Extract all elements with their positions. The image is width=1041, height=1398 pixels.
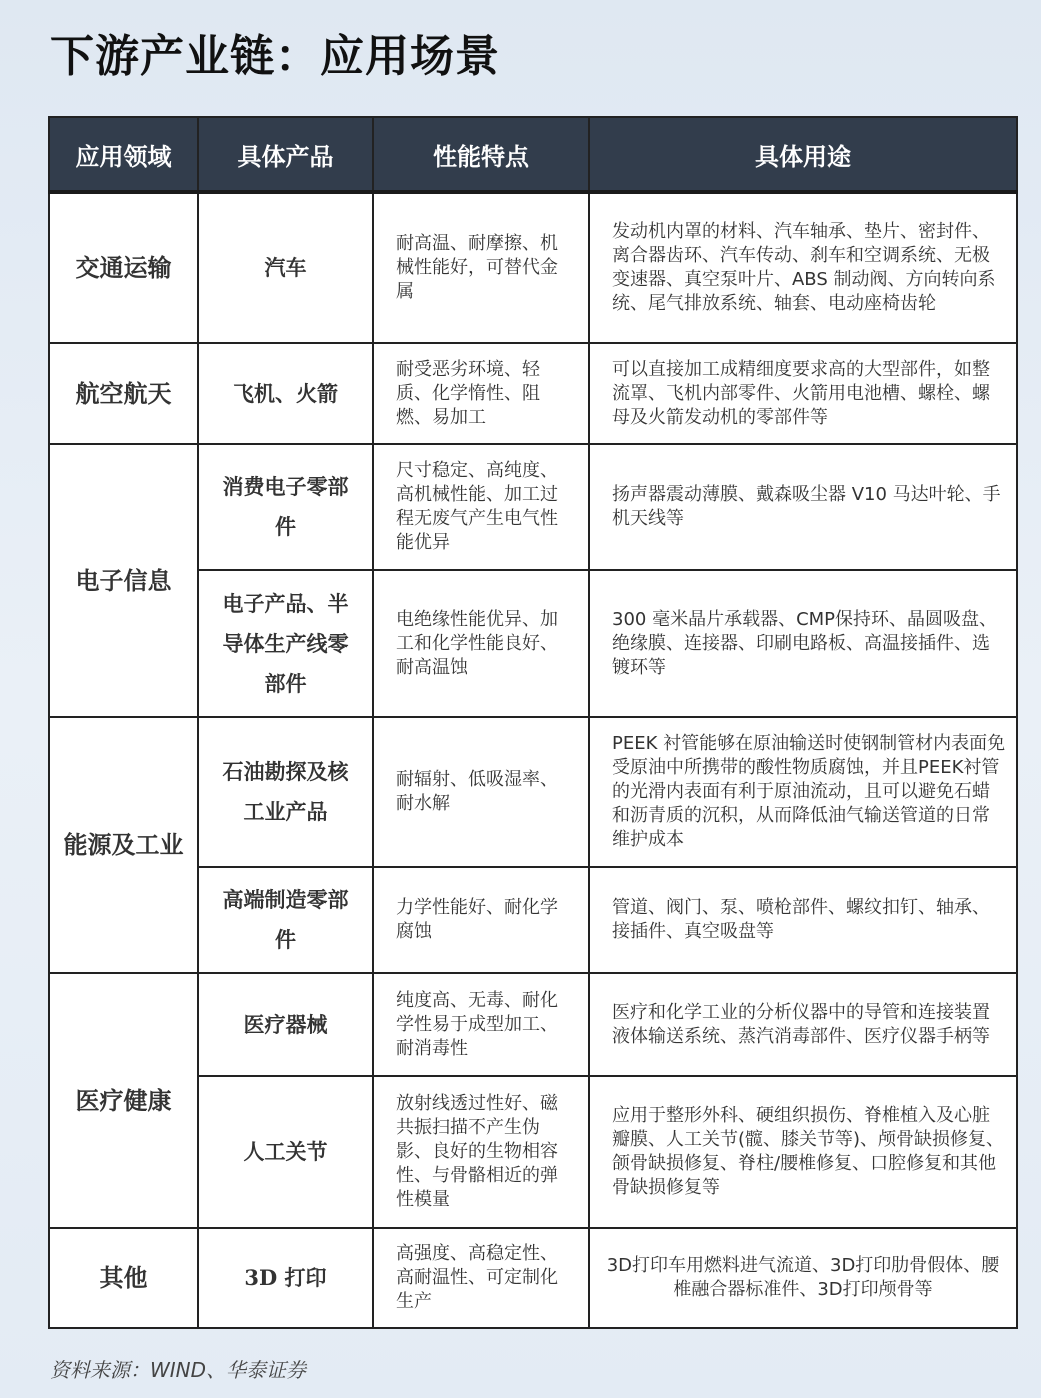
usage-cell: 应用于整形外科、硬组织损伤、脊椎植入及心脏瓣膜、人工关节(髋、膝关节等)、颅骨缺损修复、颌骨缺损修复、脊柱/腰椎修复、口腔修复和其他骨缺损修复等 <box>589 1076 1017 1228</box>
usage-cell: 可以直接加工成精细度要求高的大型部件，如整流罩、飞机内部零件、火箭用电池槽、螺栓、螺母及火箭发动机的零部件等 <box>589 343 1017 444</box>
features-cell: 尺寸稳定、高纯度、高机械性能、加工过程无废气产生电气性能优异 <box>373 444 589 570</box>
product-cell: 3D 打印 <box>198 1228 373 1328</box>
product-cell: 飞机、火箭 <box>198 343 373 444</box>
usage-cell: 医疗和化学工业的分析仪器中的导管和连接装置液体输送系统、蒸汽消毒部件、医疗仪器手柄等 <box>589 973 1017 1076</box>
domain-cell: 电子信息 <box>49 444 198 717</box>
header-domain: 应用领域 <box>49 117 198 192</box>
table-row <box>49 717 1017 867</box>
product-cell: 电子产品、半导体生产线零部件 <box>198 570 373 717</box>
table-row <box>49 973 1017 1076</box>
usage-cell: 扬声器震动薄膜、戴森吸尘器 V10 马达叶轮、手机天线等 <box>589 444 1017 570</box>
table-header-row <box>49 117 1017 192</box>
usage-cell: 发动机内罩的材料、汽车轴承、垫片、密封件、离合器齿环、汽车传动、刹车和空调系统、无极变速器、真空泵叶片、ABS 制动阀、方向转向系统、尾气排放系统、轴套、电动座椅齿轮 <box>589 192 1017 343</box>
features-cell: 耐高温、耐摩擦、机械性能好，可替代金属 <box>373 192 589 343</box>
domain-cell: 航空航天 <box>49 343 198 444</box>
usage-cell: 300 毫米晶片承载器、CMP保持环、晶圆吸盘、绝缘膜、连接器、印刷电路板、高温接插件、选镀环等 <box>589 570 1017 717</box>
usage-cell: PEEK 衬管能够在原油输送时使钢制管材内表面免受原油中所携带的酸性物质腐蚀，并且PEEK衬管的光滑内表面有利于原油流动，且可以避免石蜡和沥青质的沉积，从而降低油气输送管道的日常维护成本 <box>589 717 1017 867</box>
features-cell: 纯度高、无毒、耐化学性易于成型加工、耐消毒性 <box>373 973 589 1076</box>
table-row <box>49 192 1017 343</box>
page-title: 下游产业链：应用场景 <box>50 31 500 82</box>
application-table <box>48 116 1018 1329</box>
features-cell: 高强度、高稳定性、高耐温性、可定制化生产 <box>373 1228 589 1328</box>
table-row <box>49 1228 1017 1328</box>
source-note: 资料来源：WIND、华泰证券 <box>50 1358 307 1382</box>
table-row <box>49 343 1017 444</box>
usage-cell: 管道、阀门、泵、喷枪部件、螺纹扣钉、轴承、接插件、真空吸盘等 <box>589 867 1017 973</box>
table-row <box>49 444 1017 570</box>
features-cell: 放射线透过性好、磁共振扫描不产生伪影、良好的生物相容性、与骨骼相近的弹性模量 <box>373 1076 589 1228</box>
product-cell: 医疗器械 <box>198 973 373 1076</box>
header-features: 性能特点 <box>373 117 589 192</box>
product-cell: 石油勘探及核工业产品 <box>198 717 373 867</box>
domain-cell: 能源及工业 <box>49 717 198 973</box>
header-product: 具体产品 <box>198 117 373 192</box>
product-cell: 人工关节 <box>198 1076 373 1228</box>
features-cell: 电绝缘性能优异、加工和化学性能良好、耐高温蚀 <box>373 570 589 717</box>
features-cell: 力学性能好、耐化学腐蚀 <box>373 867 589 973</box>
features-cell: 耐辐射、低吸湿率、耐水解 <box>373 717 589 867</box>
product-cell: 消费电子零部件 <box>198 444 373 570</box>
product-cell: 高端制造零部件 <box>198 867 373 973</box>
domain-cell: 其他 <box>49 1228 198 1328</box>
domain-cell: 医疗健康 <box>49 973 198 1228</box>
product-cell: 汽车 <box>198 192 373 343</box>
header-usage: 具体用途 <box>589 117 1017 192</box>
features-cell: 耐受恶劣环境、轻质、化学惰性、阻燃、易加工 <box>373 343 589 444</box>
usage-cell: 3D打印车用燃料进气流道、3D打印肋骨假体、腰椎融合器标准件、3D打印颅骨等 <box>589 1228 1017 1328</box>
domain-cell: 交通运输 <box>49 192 198 343</box>
